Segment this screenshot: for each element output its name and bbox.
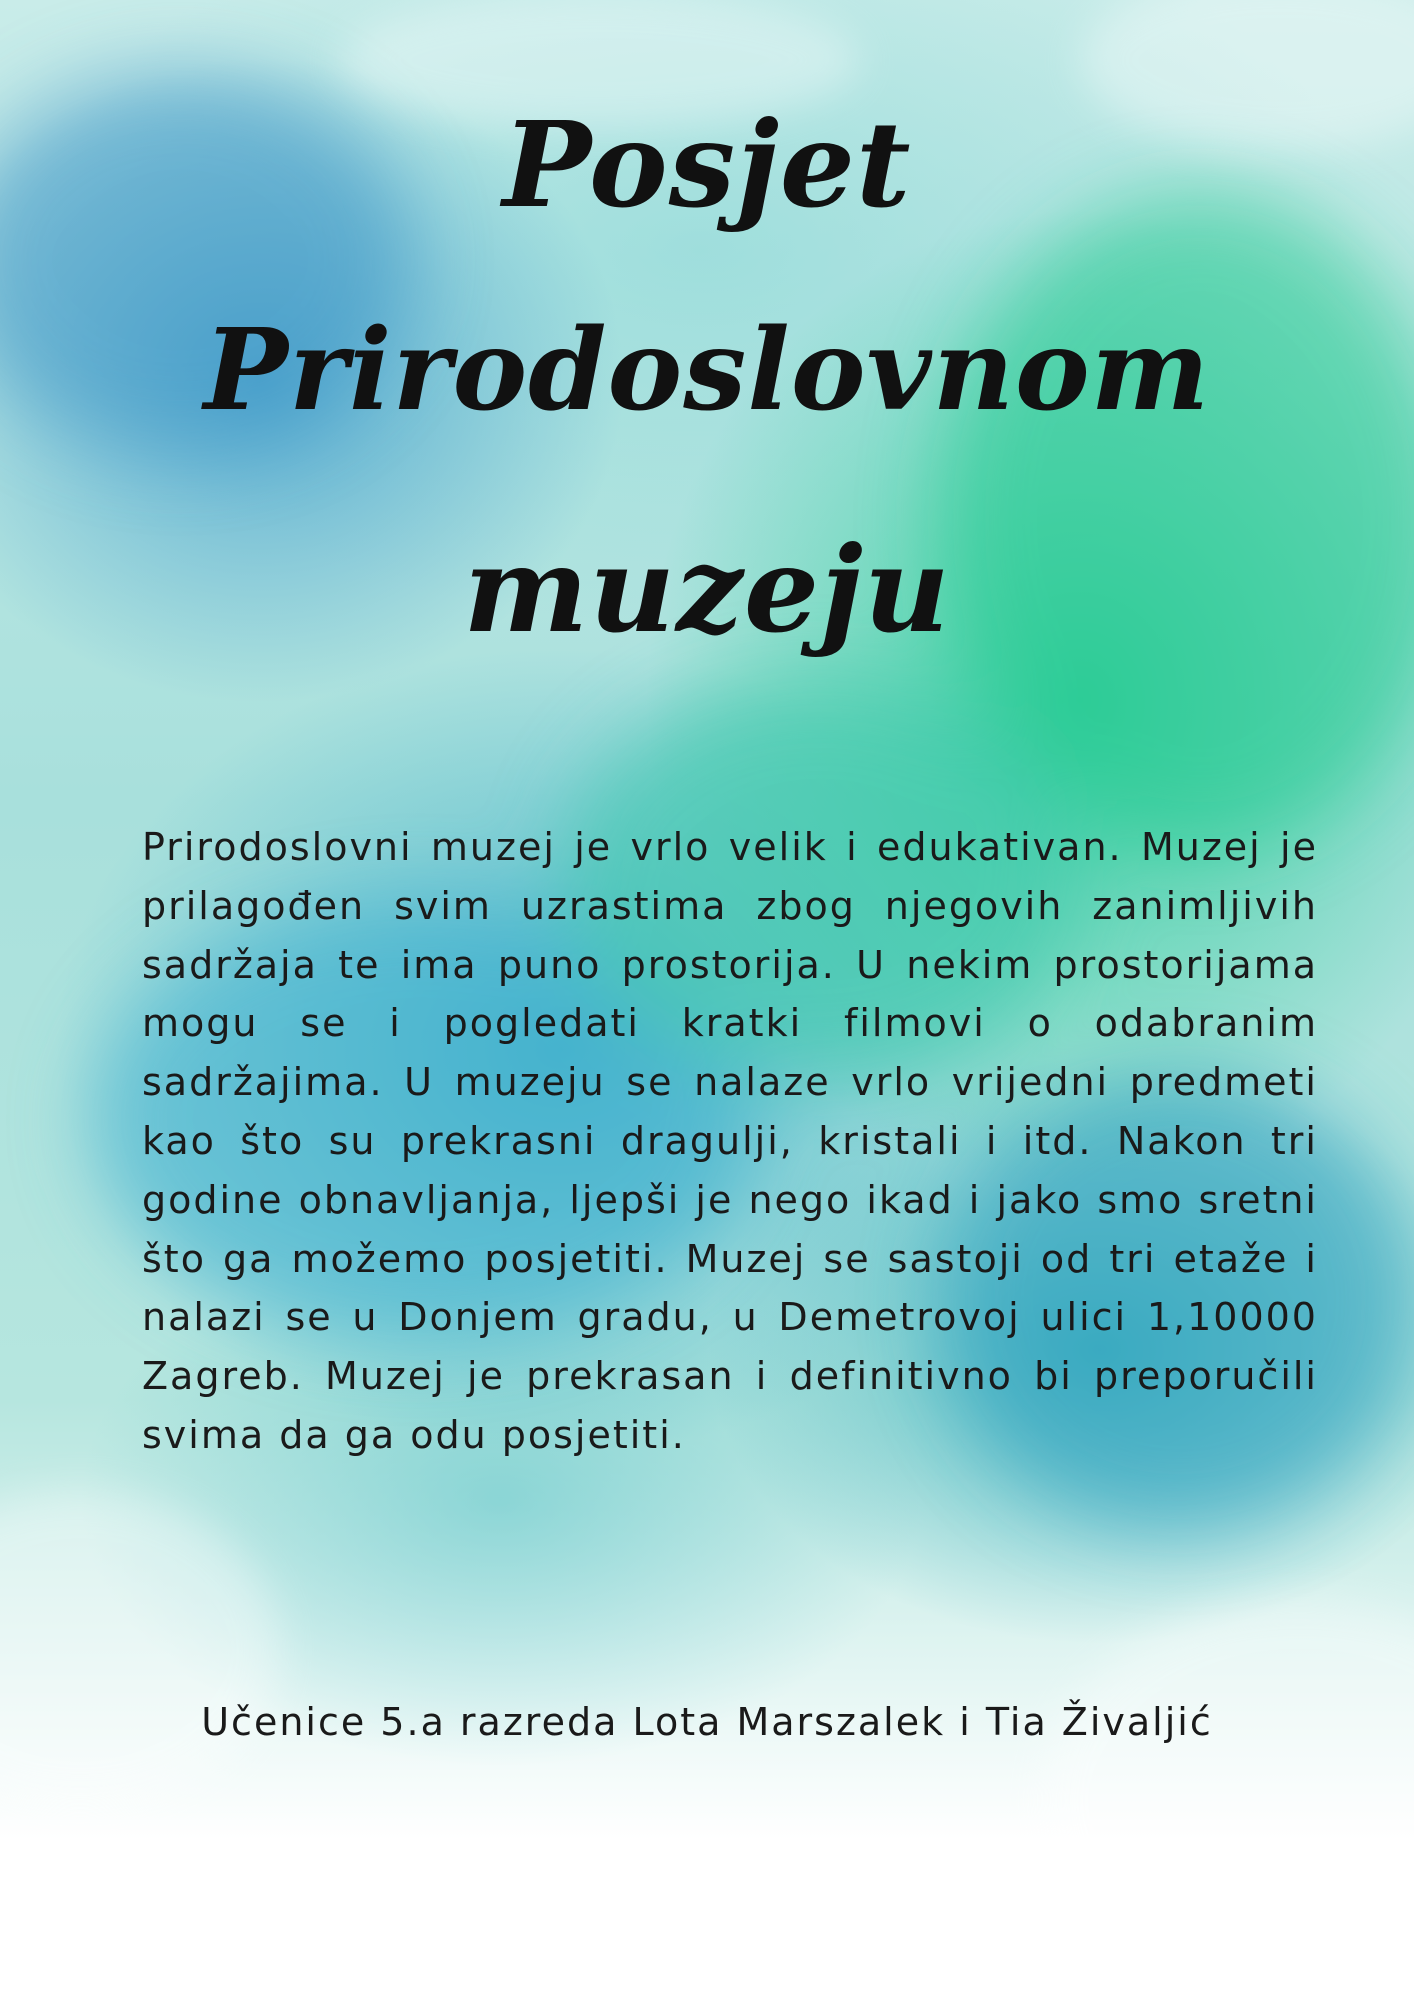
article-body: Prirodoslovni muzej je vrlo velik i edukativan. Muzej je prilagođen svim uzrastima zbog njegovih zanimljivih sadržaja te ima puno prostorija. U nekim prostorijama mogu se i pogledati kratki filmovi o odabranim sadržajima. U muzeju se nalaze vrlo vrijedni predmeti kao što su prekrasni dragulji, kristali i itd. Nakon tri godine obnavljanja, ljepši je nego ikad i jako smo sretni što ga možemo posjetiti. Muzej se sastoji od tri etaže i nalazi se u Donjem gradu, u Demetrovoj ulici 1,10000 Zagreb. Muzej je prekrasan i definitivno bi preporučili svima da ga odu posjetiti. <box>142 825 1318 1457</box>
title-line-1: Posjet <box>502 95 912 234</box>
author-signature: Učenice 5.a razreda Lota Marszalek i Tia Živaljić <box>201 1700 1213 1744</box>
title-line-3: muzeju <box>463 520 951 659</box>
title-line-2: Prirodoslovnom <box>203 305 1211 436</box>
